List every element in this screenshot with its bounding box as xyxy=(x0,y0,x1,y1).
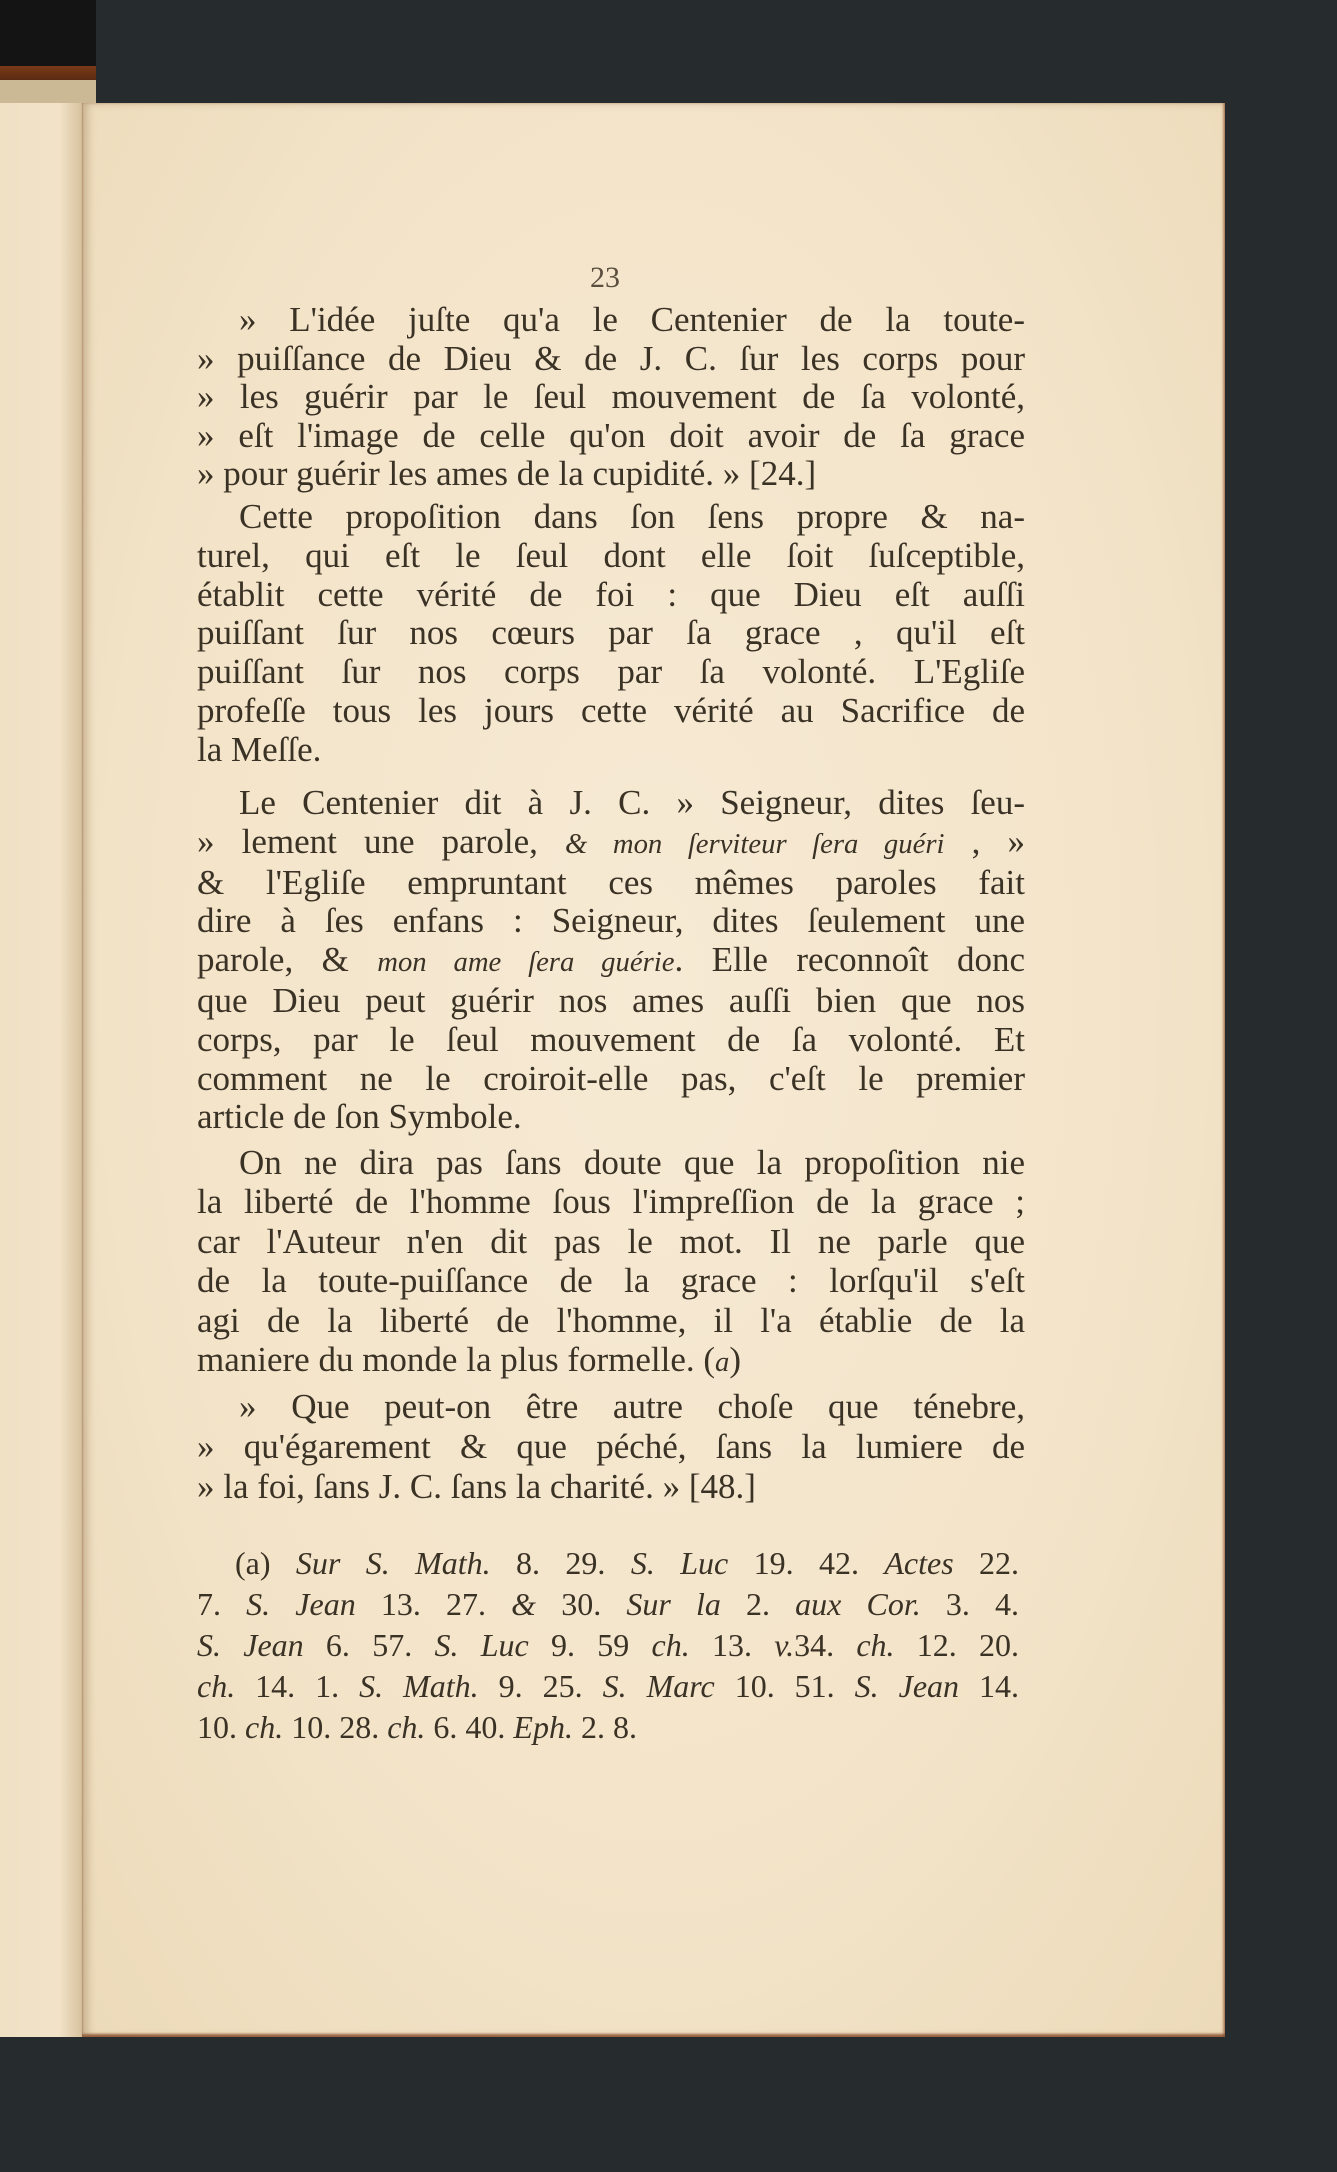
italic-text: & xyxy=(511,1586,537,1622)
text-line xyxy=(197,1340,1025,1382)
italic-text: S. Luc xyxy=(434,1627,529,1663)
italic-text: S. Jean xyxy=(854,1668,960,1704)
text-segment: maniere du monde la plus formelle. ( xyxy=(197,1340,716,1380)
text-segment: Cette propoſition dans ſon ſens propre & na- xyxy=(239,497,1025,536)
text-segment: 6. 57. xyxy=(303,1627,435,1663)
text-segment: » Que peut-on être autre choſe que ténebre, xyxy=(239,1387,1025,1426)
text-line xyxy=(197,1301,1025,1340)
text-line xyxy=(197,1143,1025,1182)
text-segment: puiſſant ſur nos corps par ſa volonté. L'Egliſe xyxy=(197,652,1025,692)
italic-text: a xyxy=(715,1346,730,1379)
text-segment: 7. xyxy=(197,1586,247,1622)
text-segment: & l'Egliſe empruntant ces mêmes paroles fait xyxy=(197,862,1025,902)
italic-text: Sur la xyxy=(626,1586,721,1622)
text-segment: de la toute-puiſſance de la grace : lorſqu'il s'eſt xyxy=(197,1261,1025,1301)
text-segment: » pour guérir les ames de la cupidité. » [24.] xyxy=(197,454,817,494)
text-line xyxy=(197,731,1025,770)
text-segment: (a) xyxy=(235,1545,296,1581)
text-segment: 22. xyxy=(953,1545,1020,1581)
text-line xyxy=(197,1584,1019,1625)
text-segment: comment ne le croiroit-elle pas, c'eſt le premier xyxy=(197,1058,1025,1098)
text-segment: 19. 42. xyxy=(728,1545,885,1581)
text-segment: la Meſſe. xyxy=(197,729,322,769)
text-segment: 14. xyxy=(959,1668,1020,1704)
italic-text: v. xyxy=(774,1627,795,1663)
text-segment: la liberté de l'homme ſous l'impreſſion de la grace ; xyxy=(197,1182,1025,1222)
paragraph-5 xyxy=(197,1387,1025,1507)
text-segment: article de ſon Symbole. xyxy=(197,1097,522,1137)
text-line xyxy=(197,576,1025,615)
text-line xyxy=(197,902,1025,941)
book-cover-edge xyxy=(0,0,96,68)
text-line xyxy=(197,417,1025,456)
page-block-edge xyxy=(0,80,96,103)
text-segment: agi de la liberté de l'homme, il l'a établie de la xyxy=(197,1300,1025,1340)
text-segment: 2. 8. xyxy=(572,1709,637,1745)
text-segment: 3. 4. xyxy=(920,1586,1020,1622)
text-segment: 6. 40. xyxy=(425,1709,514,1745)
text-segment: 10. 51. xyxy=(714,1668,855,1704)
text-segment: ) xyxy=(729,1340,742,1380)
paragraph-3 xyxy=(197,784,1025,1137)
text-line xyxy=(197,1427,1025,1467)
text-line xyxy=(197,692,1025,731)
text-segment: » L'idée juſte qu'a le Centenier de la toute- xyxy=(239,300,1025,339)
italic-text: S. Math. xyxy=(359,1668,479,1704)
text-line xyxy=(197,982,1025,1021)
italic-text: Eph. xyxy=(513,1709,573,1745)
italic-text: ch. xyxy=(856,1627,895,1663)
text-segment: parole, & xyxy=(197,940,378,980)
text-segment: profeſſe tous les jours cette vérité au Sacrifice de xyxy=(197,690,1025,730)
text-segment: 13. 27. xyxy=(355,1586,512,1622)
text-segment: dire à ſes enfans : Seigneur, dites ſeulement une xyxy=(197,901,1025,941)
text-line xyxy=(197,537,1025,576)
text-line xyxy=(197,823,1025,864)
text-segment: , » xyxy=(944,821,1025,861)
book-binding-band xyxy=(0,66,96,80)
text-segment: » lement une parole, xyxy=(197,821,565,861)
text-segment: 30. xyxy=(536,1586,627,1622)
text-segment: 10. xyxy=(197,1709,245,1745)
text-line xyxy=(197,455,1025,494)
text-segment: . Elle reconnoît donc xyxy=(674,940,1025,980)
italic-text: S. Jean xyxy=(246,1586,356,1622)
text-segment: que Dieu peut guérir nos ames auſſi bien que nos xyxy=(197,980,1025,1020)
text-line xyxy=(197,1060,1025,1099)
italic-text: Actes xyxy=(884,1545,954,1581)
text-line xyxy=(197,1666,1019,1707)
text-segment: » eſt l'image de celle qu'on doit avoir de ſa grace xyxy=(197,415,1025,455)
text-segment: » qu'égarement & que péché, ſans la lumiere de xyxy=(197,1427,1025,1466)
text-line xyxy=(197,653,1025,692)
text-segment: 2. xyxy=(720,1586,796,1622)
page-number: 23 xyxy=(590,261,620,294)
paragraph-1 xyxy=(197,301,1025,494)
italic-text: ch. xyxy=(651,1627,690,1663)
text-line xyxy=(197,864,1025,903)
text-segment: 9. 59 xyxy=(528,1627,652,1663)
text-line xyxy=(197,1021,1025,1060)
italic-text: ch. xyxy=(387,1709,426,1745)
text-segment: puiſſant ſur nos cœurs par ſa grace , qu'il eſt xyxy=(197,613,1025,653)
previous-page-edge xyxy=(0,103,84,2037)
text-line xyxy=(197,784,1025,823)
footnote xyxy=(197,1543,1019,1748)
italic-text: ch. xyxy=(245,1709,284,1745)
text-line xyxy=(197,1387,1025,1427)
italic-text: S. Luc xyxy=(630,1545,729,1581)
text-line xyxy=(197,1182,1025,1221)
italic-text: S. Marc xyxy=(602,1668,715,1704)
text-line xyxy=(197,378,1025,417)
text-line xyxy=(197,301,1025,340)
italic-text: mon ame ſera guérie xyxy=(377,946,675,979)
paragraph-4 xyxy=(197,1143,1025,1382)
text-line xyxy=(197,1707,1019,1748)
text-line xyxy=(197,1261,1025,1300)
text-segment: 34. xyxy=(794,1627,857,1663)
text-segment: 9. 25. xyxy=(478,1668,603,1704)
text-line xyxy=(197,498,1025,537)
text-segment: établit cette vérité de foi : que Dieu eſt auſſi xyxy=(197,574,1025,614)
italic-text: Sur S. Math. xyxy=(295,1545,491,1581)
text-line xyxy=(197,1098,1025,1137)
text-segment: » puiſſance de Dieu & de J. C. ſur les corps pour xyxy=(197,338,1025,378)
italic-text: ch. xyxy=(197,1668,236,1704)
text-segment: 8. 29. xyxy=(490,1545,631,1581)
text-line xyxy=(197,941,1025,982)
text-line xyxy=(197,340,1025,379)
text-segment: corps, par le ſeul mouvement de ſa volonté. Et xyxy=(197,1019,1025,1059)
text-line xyxy=(197,614,1025,653)
text-segment: » la foi, ſans J. C. ſans la charité. » [48.] xyxy=(197,1467,756,1506)
text-segment: » les guérir par le ſeul mouvement de ſa volonté, xyxy=(197,377,1025,417)
text-segment: 13. xyxy=(689,1627,775,1663)
text-line xyxy=(197,1222,1025,1261)
text-segment: 14. 1. xyxy=(235,1668,360,1704)
italic-text: aux Cor. xyxy=(795,1586,921,1622)
text-line xyxy=(197,1625,1019,1666)
text-segment: 10. 28. xyxy=(283,1709,388,1745)
text-segment: Le Centenier dit à J. C. » Seigneur, dites ſeu- xyxy=(239,783,1025,822)
text-line xyxy=(197,1543,1019,1584)
italic-text: S. Jean xyxy=(197,1627,304,1663)
text-segment: 12. 20. xyxy=(894,1627,1020,1663)
paragraph-2 xyxy=(197,498,1025,770)
text-segment: car l'Auteur n'en dit pas le mot. Il ne parle que xyxy=(197,1221,1025,1261)
text-line xyxy=(197,1467,1025,1507)
text-segment: On ne dira pas ſans doute que la propoſition nie xyxy=(239,1143,1025,1182)
text-segment: turel, qui eſt le ſeul dont elle ſoit ſuſceptible, xyxy=(197,535,1025,575)
italic-text: & mon ſerviteur ſera guéri xyxy=(565,827,945,860)
